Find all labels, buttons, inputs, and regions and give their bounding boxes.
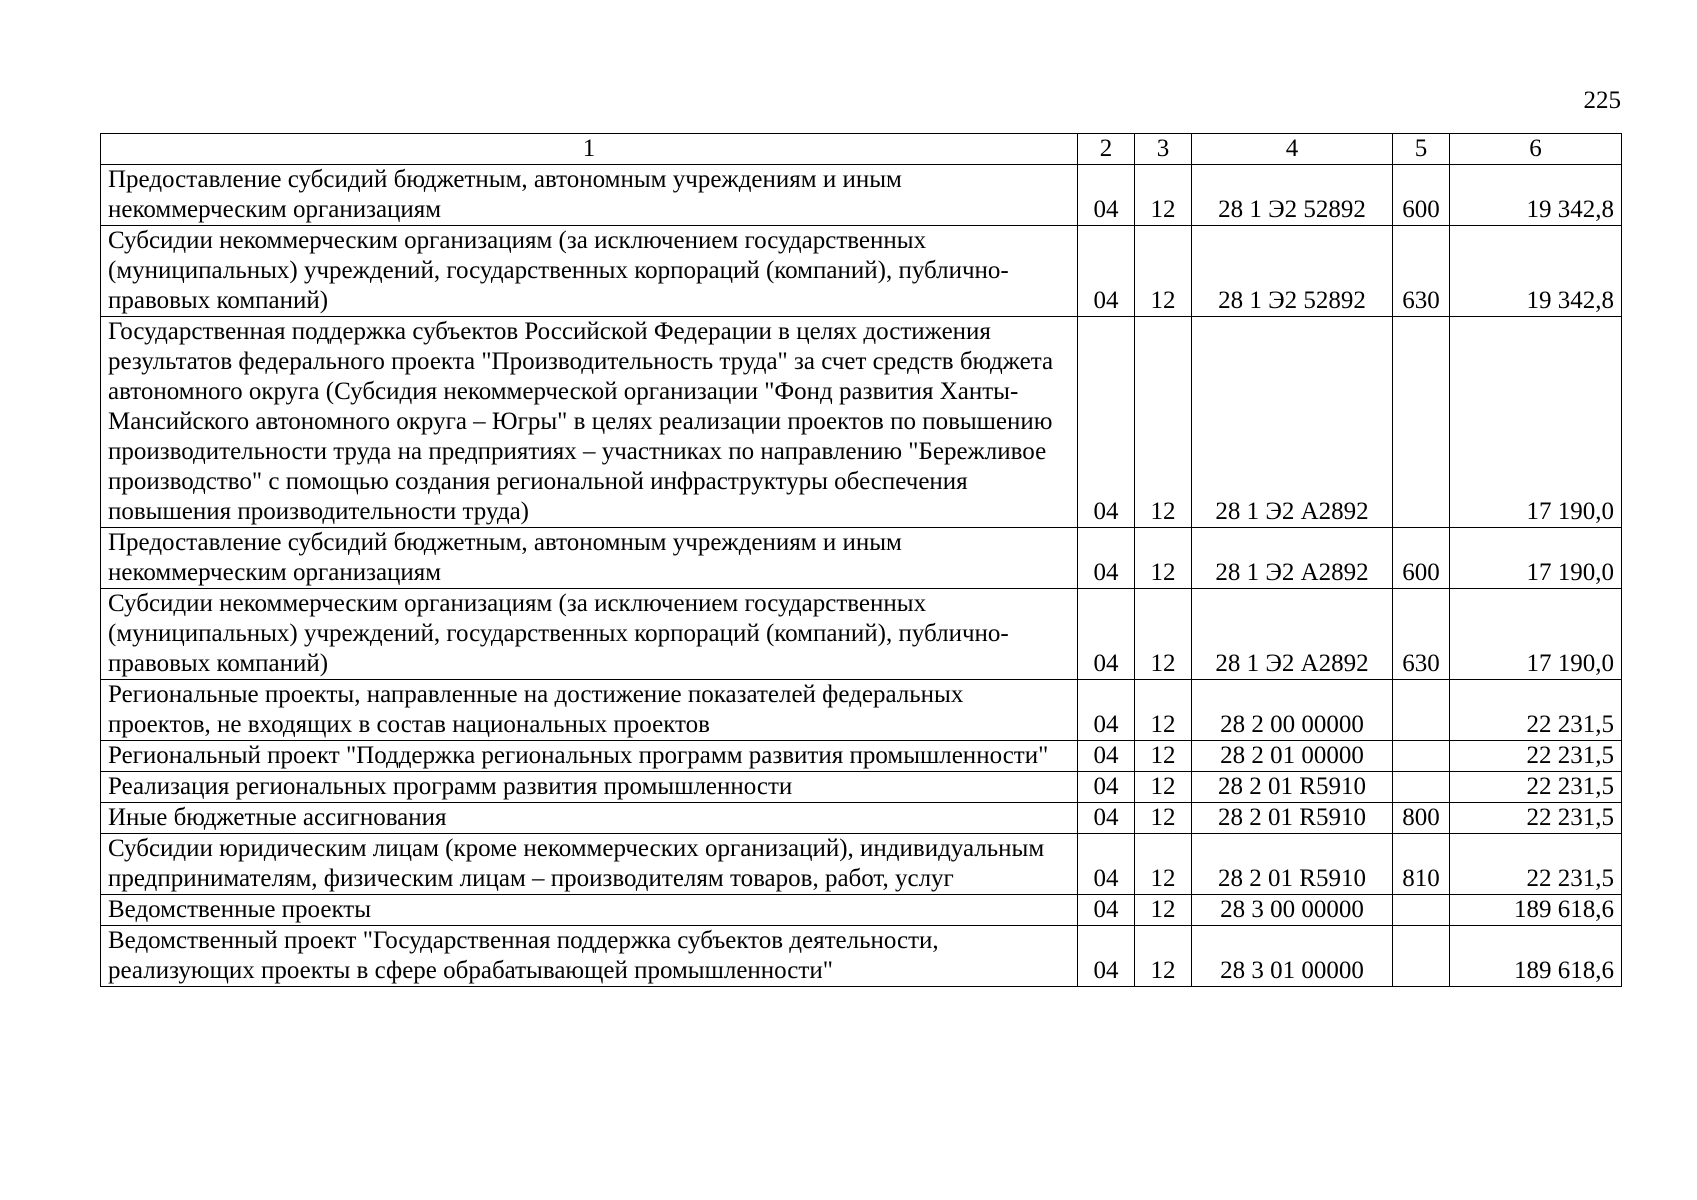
page-number: 225 [1583,87,1621,114]
table-row [101,680,1622,741]
row-expense-type: 600 [1393,165,1450,226]
row-description: Ведомственные проекты [101,895,1078,926]
table-row [101,803,1622,834]
row-amount: 17 190,0 [1450,317,1622,528]
row-subsection: 12 [1135,895,1192,926]
row-target-code: 28 2 01 00000 [1192,741,1393,772]
row-description: Ведомственный проект "Государственная поддержка субъектов деятельности, реализующих проекты в сфере обрабатывающей промышленности" [101,926,1078,987]
row-description: Региональные проекты, направленные на достижение показателей федеральных проектов, не входящих в состав национальных проектов [101,680,1078,741]
row-expense-type [1393,926,1450,987]
table-row [101,834,1622,895]
row-amount: 17 190,0 [1450,589,1622,680]
row-section: 04 [1078,926,1135,987]
row-target-code: 28 1 Э2 А2892 [1192,528,1393,589]
row-subsection: 12 [1135,926,1192,987]
row-section: 04 [1078,772,1135,803]
row-target-code: 28 2 01 R5910 [1192,772,1393,803]
row-description: Субсидии юридическим лицам (кроме некоммерческих организаций), индивидуальным предпринимателям, физическим лицам – производителям товаров, работ, услуг [101,834,1078,895]
row-section: 04 [1078,589,1135,680]
header-col-6: 6 [1450,134,1622,165]
row-target-code: 28 1 Э2 52892 [1192,165,1393,226]
row-amount: 19 342,8 [1450,226,1622,317]
row-target-code: 28 2 00 00000 [1192,680,1393,741]
budget-table [100,133,1622,987]
row-amount: 22 231,5 [1450,834,1622,895]
table-row [101,226,1622,317]
header-col-1: 1 [101,134,1078,165]
row-target-code: 28 1 Э2 А2892 [1192,317,1393,528]
row-section: 04 [1078,741,1135,772]
row-expense-type [1393,680,1450,741]
row-expense-type: 630 [1393,589,1450,680]
table-row [101,165,1622,226]
header-col-3: 3 [1135,134,1192,165]
row-target-code: 28 2 01 R5910 [1192,803,1393,834]
row-section: 04 [1078,528,1135,589]
row-amount: 22 231,5 [1450,680,1622,741]
row-description: Субсидии некоммерческим организациям (за исключением государственных (муниципальных) учреждений, государственных корпораций (компаний), публично-правовых компаний) [101,226,1078,317]
row-expense-type [1393,895,1450,926]
row-amount: 189 618,6 [1450,895,1622,926]
table-row [101,317,1622,528]
row-section: 04 [1078,165,1135,226]
row-expense-type: 810 [1393,834,1450,895]
row-amount: 22 231,5 [1450,741,1622,772]
row-subsection: 12 [1135,589,1192,680]
row-expense-type [1393,741,1450,772]
row-amount: 22 231,5 [1450,803,1622,834]
row-description: Предоставление субсидий бюджетным, автономным учреждениям и иным некоммерческим организациям [101,165,1078,226]
row-section: 04 [1078,317,1135,528]
row-target-code: 28 2 01 R5910 [1192,834,1393,895]
row-expense-type: 600 [1393,528,1450,589]
row-amount: 19 342,8 [1450,165,1622,226]
table-row [101,895,1622,926]
row-expense-type [1393,317,1450,528]
row-section: 04 [1078,226,1135,317]
row-subsection: 12 [1135,834,1192,895]
header-col-2: 2 [1078,134,1135,165]
table-row [101,741,1622,772]
table-row [101,528,1622,589]
row-description: Региональный проект "Поддержка региональных программ развития промышленности" [101,741,1078,772]
row-target-code: 28 3 01 00000 [1192,926,1393,987]
row-subsection: 12 [1135,680,1192,741]
row-subsection: 12 [1135,317,1192,528]
row-description: Государственная поддержка субъектов Российской Федерации в целях достижения результатов федерального проекта "Производительность труда" за счет средств бюджета автономного округа (Субсидия некоммерческой организации "Фонд развития Ханты-Мансийского автономного округа – Югры" в целях реализации проектов по повышению производительности труда на предприятиях – участниках по направлению "Бережливое производство" с помощью создания региональной инфраструктуры обеспечения повышения производительности труда) [101,317,1078,528]
row-expense-type: 630 [1393,226,1450,317]
row-subsection: 12 [1135,741,1192,772]
row-target-code: 28 1 Э2 52892 [1192,226,1393,317]
row-section: 04 [1078,895,1135,926]
row-subsection: 12 [1135,528,1192,589]
table-row [101,772,1622,803]
row-description: Реализация региональных программ развития промышленности [101,772,1078,803]
header-col-5: 5 [1393,134,1450,165]
table-header-row [101,134,1622,165]
row-amount: 189 618,6 [1450,926,1622,987]
table-row [101,589,1622,680]
row-description: Предоставление субсидий бюджетным, автономным учреждениям и иным некоммерческим организациям [101,528,1078,589]
row-expense-type: 800 [1393,803,1450,834]
row-subsection: 12 [1135,803,1192,834]
row-amount: 17 190,0 [1450,528,1622,589]
row-description: Иные бюджетные ассигнования [101,803,1078,834]
row-expense-type [1393,772,1450,803]
row-amount: 22 231,5 [1450,772,1622,803]
row-subsection: 12 [1135,226,1192,317]
row-section: 04 [1078,680,1135,741]
row-subsection: 12 [1135,165,1192,226]
header-col-4: 4 [1192,134,1393,165]
row-subsection: 12 [1135,772,1192,803]
row-target-code: 28 1 Э2 А2892 [1192,589,1393,680]
row-description: Субсидии некоммерческим организациям (за исключением государственных (муниципальных) учреждений, государственных корпораций (компаний), публично-правовых компаний) [101,589,1078,680]
row-section: 04 [1078,803,1135,834]
row-section: 04 [1078,834,1135,895]
row-target-code: 28 3 00 00000 [1192,895,1393,926]
table-row [101,926,1622,987]
